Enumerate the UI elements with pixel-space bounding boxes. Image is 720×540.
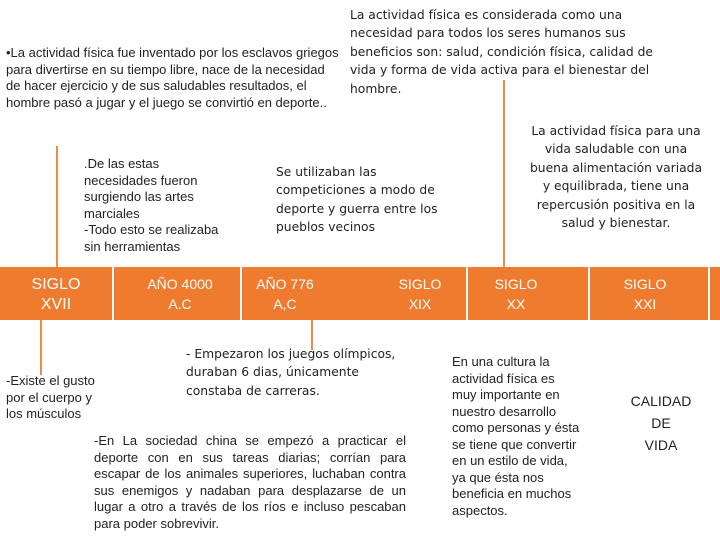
note-culture: En una cultura la actividad física es muy importante en nuestro desarrollo como personas y ésta se tiene que convertir en un estilo de vida, ya que ésta nos beneficia en muchos aspectos. bbox=[452, 354, 580, 518]
connector-line-xvii-down bbox=[40, 320, 42, 375]
note-competitions: Se utilizaban las competiciones a modo de deporte y guerra entre los pueblos vecinos bbox=[276, 165, 438, 235]
note-physical-activity-benefits: La actividad física es considerada como una necesidad para todos los seres humanos sus beneficios son: salud, condición física, calidad de vida y forma de vida activa para el bienestar del hombre. bbox=[350, 8, 653, 96]
note-physical-activity-origin: •La actividad física fue inventado por los esclavos griegos para divertirse en su tiempo libre, nace de la necesidad de hacer ejercicio y de sus saludables resultados, el hombre pasó a jugar y el juego se convirtió en deporte.. bbox=[6, 45, 339, 110]
timeline-siglo-xix: SIGLO XIX bbox=[398, 276, 442, 312]
connector-line-xx bbox=[503, 80, 505, 267]
timeline-separator bbox=[708, 267, 710, 320]
timeline-siglo-xvii: SIGLO XVII bbox=[31, 276, 81, 313]
note-quality-of-life: CALIDAD DE VIDA bbox=[630, 393, 692, 453]
timeline-ano-776: AÑO 776 A,C bbox=[256, 276, 314, 312]
note-body-muscles: -Existe el gusto por el cuerpo y los músculos bbox=[6, 373, 95, 421]
connector-line-xvii-up bbox=[56, 146, 58, 267]
timeline-siglo-xxi: SIGLO XXI bbox=[623, 276, 667, 312]
timeline-ano-4000: AÑO 4000 A.C bbox=[147, 276, 213, 312]
timeline-band bbox=[0, 267, 720, 320]
note-olympic-games: - Empezaron los juegos olímpicos, duraban 6 dias, únicamente constaba de carreras. bbox=[186, 347, 396, 398]
note-martial-arts: .De las estas necesidades fueron surgiendo las artes marciales -Todo esto se realizaba sin herramientas bbox=[84, 156, 219, 254]
note-china-society: -En La sociedad china se empezó a practicar el deporte con en sus tareas diarias; corrían para escapar de los animales superiores, luchaban contra sus enemigos y nadaban para desplazarse de un lugar a otro a través de los ríos e incluso pescaban para poder sobrevivir. bbox=[94, 433, 406, 531]
note-healthy-life: La actividad física para una vida saludable con una buena alimentación variada y equilibrada, tiene una repercusión positiva en la salud y bienestar. bbox=[529, 124, 703, 231]
timeline-separator bbox=[112, 267, 114, 320]
timeline-siglo-xx: SIGLO XX bbox=[494, 276, 538, 312]
